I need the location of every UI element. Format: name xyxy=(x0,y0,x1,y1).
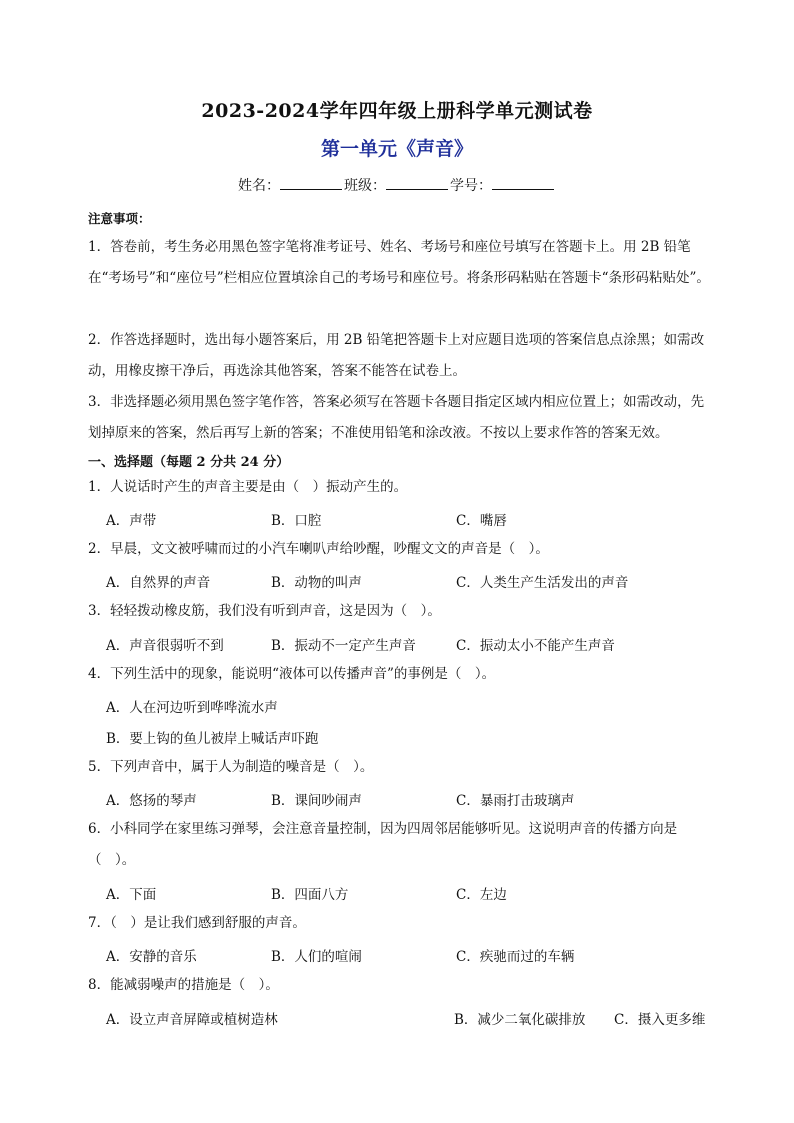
question-3-stem: 3．轻轻拨动橡皮筋，我们没有听到声音，这是因为（ ）。 xyxy=(88,603,441,619)
question-6-stem: 6．小科同学在家里练习弹琴，会注意音量控制，因为四周邻居能够听见。这说明声音的传播方向是（ ）。 xyxy=(88,821,678,868)
question-7-option-a[interactable]: A．安静的音乐 xyxy=(106,949,197,965)
question-8-option-a[interactable]: A．设立声音屏障或植树造林 xyxy=(106,1012,278,1028)
notice-item-1: 1．答卷前，考生务必用黑色签字笔将准考证号、姓名、考场号和座位号填写在答题卡上。用 2B 铅笔在“考场号”和“座位号”栏相应位置填涂自己的考场号和座位号。将条形码粘贴在答题卡“条形码粘贴处”。 xyxy=(88,239,710,286)
question-1-option-a[interactable]: A．声带 xyxy=(106,513,157,529)
question-1-option-c[interactable]: C．嘴唇 xyxy=(456,513,507,529)
question-6-option-a[interactable]: A．下面 xyxy=(106,887,157,903)
notice-heading: 注意事项： xyxy=(88,211,151,226)
question-8-stem: 8．能减弱噪声的措施是（ ）。 xyxy=(88,977,279,993)
name-blank[interactable] xyxy=(280,175,342,190)
question-8-option-b[interactable]: B．减少二氧化碳排放 xyxy=(454,1012,586,1028)
class-label: 班级： xyxy=(344,178,386,194)
class-blank[interactable] xyxy=(386,175,448,190)
student-info-line xyxy=(0,175,794,195)
notice-item-3: 3．非选择题必须用黑色签字笔作答，答案必须写在答题卡各题目指定区域内相应位置上；如需改动，先划掉原来的答案，然后再写上新的答案；不准使用铅笔和涂改液。不按以上要求作答的答案无效。 xyxy=(88,394,705,441)
question-1-stem: 1．人说话时产生的声音主要是由（ ）振动产生的。 xyxy=(88,479,408,495)
question-7-stem: 7．（ ）是让我们感到舒服的声音。 xyxy=(88,915,306,931)
exam-title: 2023-2024学年四年级上册科学单元测试卷 xyxy=(201,100,593,122)
question-3-option-c[interactable]: C．振动太小不能产生声音 xyxy=(456,638,615,654)
question-4-option-a[interactable]: A．人在河边听到哗哗流水声 xyxy=(106,700,278,716)
question-5-stem: 5．下列声音中，属于人为制造的噪音是（ ）。 xyxy=(88,759,374,775)
question-2-option-b[interactable]: B．动物的叫声 xyxy=(271,575,362,591)
question-1-option-b[interactable]: B．口腔 xyxy=(271,513,322,529)
question-8-option-c[interactable]: C．摄入更多维 xyxy=(614,1012,706,1028)
question-5-option-a[interactable]: A．悠扬的琴声 xyxy=(106,793,197,809)
question-4-option-b[interactable]: B．要上钩的鱼儿被岸上喊话声吓跑 xyxy=(106,731,319,747)
question-5-option-c[interactable]: C．暴雨打击玻璃声 xyxy=(456,793,575,809)
id-blank[interactable] xyxy=(492,175,554,190)
question-3-option-b[interactable]: B．振动不一定产生声音 xyxy=(271,638,416,654)
question-2-option-a[interactable]: A．自然界的声音 xyxy=(106,575,211,591)
question-7-option-b[interactable]: B．人们的喧闹 xyxy=(271,949,362,965)
question-3-option-a[interactable]: A．声音很弱听不到 xyxy=(106,638,224,654)
name-label: 姓名： xyxy=(238,178,280,194)
question-2-stem: 2．早晨，文文被呼啸而过的小汽车喇叭声给吵醒，吵醒文文的声音是（ ）。 xyxy=(88,541,549,557)
id-label: 学号： xyxy=(450,178,492,194)
question-2-option-c[interactable]: C．人类生产生活发出的声音 xyxy=(456,575,629,591)
question-7-option-c[interactable]: C．疾驰而过的车辆 xyxy=(456,949,575,965)
question-5-option-b[interactable]: B．课间吵闹声 xyxy=(271,793,362,809)
question-6-option-b[interactable]: B．四面八方 xyxy=(271,887,349,903)
unit-subtitle: 第一单元《声音》 xyxy=(320,138,473,160)
question-6-option-c[interactable]: C．左边 xyxy=(456,887,507,903)
notice-item-2: 2．作答选择题时，选出每小题答案后，用 2B 铅笔把答题卡上对应题目选项的答案信息点涂黑；如需改动，用橡皮擦干净后，再选涂其他答案，答案不能答在试卷上。 xyxy=(88,332,705,379)
question-4-stem: 4．下列生活中的现象，能说明“液体可以传播声音”的事例是（ ）。 xyxy=(88,666,496,682)
section-heading: 一、选择题（每题 2 分共 24 分） xyxy=(88,455,290,470)
